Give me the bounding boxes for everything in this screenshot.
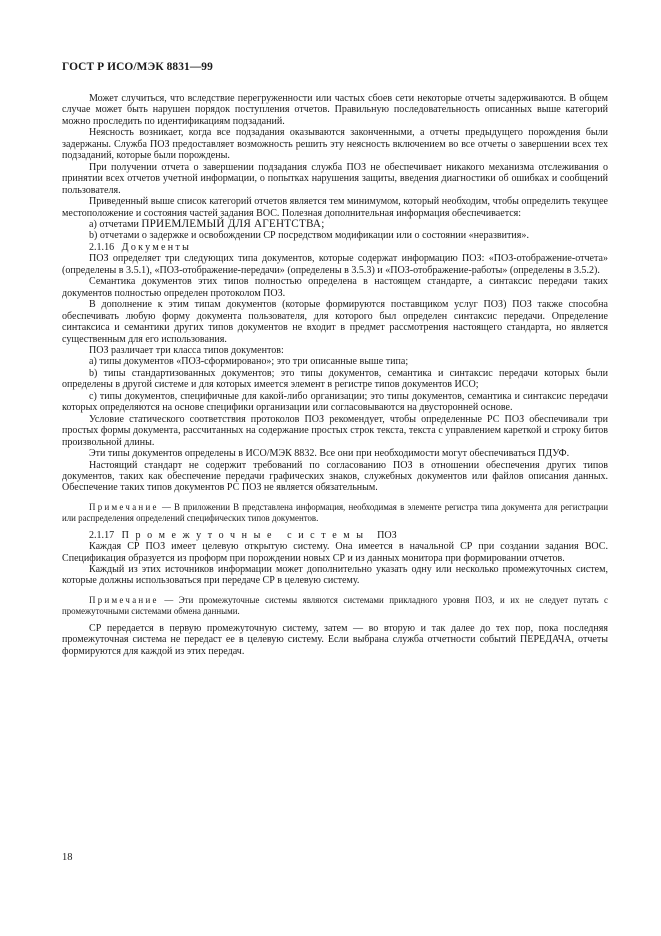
section-title-tail: ПОЗ: [377, 529, 397, 541]
list-item: с) типы документов, специфичные для какой-либо организации; это типы документов, семантика и синтаксис передачи которых определяются на основе специфики организации или согласовываются на двусторонней основе.: [62, 390, 608, 414]
paragraph: Каждая СР ПОЗ имеет целевую открытую систему. Она имеется в начальной СР при создании задания ВОС. Спецификация образуется из проформ при порождении новых СР и из данных монитора при формировании отчетов.: [62, 541, 608, 564]
section-number: 2.1.16: [89, 241, 115, 253]
paragraph: Эти типы документов определены в ИСО/МЭК 8832. Все они при необходимости могут обеспечиваться ПДУФ.: [89, 448, 570, 460]
paragraph: Настоящий стандарт не содержит требований по согласованию ПОЗ в отношении обеспечения других типов документов, таких как обеспечение передачи графических знаков, служебных документов или файлов описания данных. Обеспечение таких типов документов РС ПОЗ не является обязательным.: [62, 459, 608, 494]
paragraph: Условие статического соответствия протоколов ПОЗ рекомендует, чтобы определенные РС ПОЗ обеспечивали три простых формы документа, рассчитанных на содержание простых строк текста, текста с управлением кареткой и строку битов произвольной длины.: [62, 413, 608, 448]
page-number: 18: [62, 852, 73, 863]
note-label: Примечание: [89, 594, 159, 605]
list-item: а) типы документов «ПОЗ-сформировано»; это три описанные выше типа;: [89, 356, 409, 368]
document-body: [62, 93, 608, 657]
list-item-caps: ПРИЕМЛЕМЫЙ ДЛЯ АГЕНТСТВА;: [141, 217, 325, 230]
list-item: b) типы стандартизованных документов; это типы документов, семантика и синтаксис передачи которых были определены в другой системе и для которых имеется элемент в регистре типов документов ИСО;: [62, 367, 608, 391]
paragraph: Приведенный выше список категорий отчетов является тем минимумом, который необходим, чтобы определить текущее местоположение и состояния частей задания ВОС. Полезная дополнительная информация обеспечивается:: [62, 196, 608, 219]
paragraph: Может случиться, что вследствие перегруженности или частых сбоев сети некоторые отчеты задерживаются. В общем случае может быть нарушен порядок поступления отчетов. Правильную последовательность описанных выше категорий можно проследить по идентификациям подзаданий.: [62, 93, 608, 127]
section-number: 2.1.17: [89, 529, 115, 541]
section-title: Промежуточные системы: [121, 529, 370, 541]
list-item-prefix: а) отчетами: [89, 218, 139, 230]
note-text: — Эти промежуточные системы являются системами прикладного уровня ПОЗ, и их не следует путать с промежуточными системами обмена данными.: [62, 594, 608, 616]
page-header: ГОСТ Р ИСО/МЭК 8831—99: [62, 61, 213, 73]
note: [62, 502, 608, 524]
paragraph: ПОЗ различает три класса типов документов:: [89, 344, 284, 356]
list-item: [62, 219, 608, 230]
section-title: Документы: [121, 241, 192, 253]
paragraph: При получении отчета о завершении подзадания служба ПОЗ не обеспечивает никакого механизма отслеживания о принятии всех отчетов учетной информации, о попытках нарушения защиты, введения диагностики об ошибках и сообщений пользователя.: [62, 161, 608, 196]
paragraph: ПОЗ определяет три следующих типа документов, которые содержат информацию ПОЗ: «ПОЗ-отображение-отчета» (определены в 3.5.1), «ПОЗ-отображение-передачи» (определены в 3.5.3) и «ПОЗ-отображение-работы» (определены в 3.5.2).: [62, 253, 608, 276]
paragraph: Каждый из этих источников информации может дополнительно указать одну или несколько промежуточных систем, которые должны использоваться при передаче СР в целевую систему.: [62, 564, 608, 587]
note: [62, 595, 608, 617]
note-label: Примечание: [89, 501, 159, 512]
paragraph: Неясность возникает, когда все подзадания оказываются законченными, а отчеты предыдущего порождения были задержаны. Служба ПОЗ предоставляет возможность решить эту неясность включением во все отчеты о завершении всех тех подзаданий, которые были порождены.: [62, 127, 608, 162]
list-item: b) отчетами о задержке и освобождении СР посредством модификации или о состоянии «неразвития».: [89, 230, 529, 242]
section-heading-2-1-17: [62, 530, 608, 541]
note-text: — В приложении В представлена информация, необходимая в элементе регистра типа документа для регистрации или распределения определений специфических типов документов.: [62, 501, 608, 523]
paragraph: В дополнение к этим типам документов (которые формируются поставщиком услуг ПОЗ) ПОЗ также способна обеспечивать любую форму документа пользователя, для которого был определен синтаксис передачи. Определение синтаксиса и семантики других типов документов не входит в предмет рассмотрения настоящего стандарта, но является существенным для его использования.: [62, 299, 608, 345]
paragraph: СР передается в первую промежуточную систему, затем — во вторую и так далее до тех пор, пока последняя промежуточная система не передаст ее в целевую систему. Если выбрана служба отчетности событий ПЕРЕДАЧА, отчеты формируются для каждой из этих передач.: [62, 622, 608, 657]
section-heading-2-1-16: [62, 242, 608, 253]
paragraph: Семантика документов этих типов полностью определена в настоящем стандарте, а синтаксис передачи таких документов полностью определен протоколом ПОЗ.: [62, 276, 608, 299]
